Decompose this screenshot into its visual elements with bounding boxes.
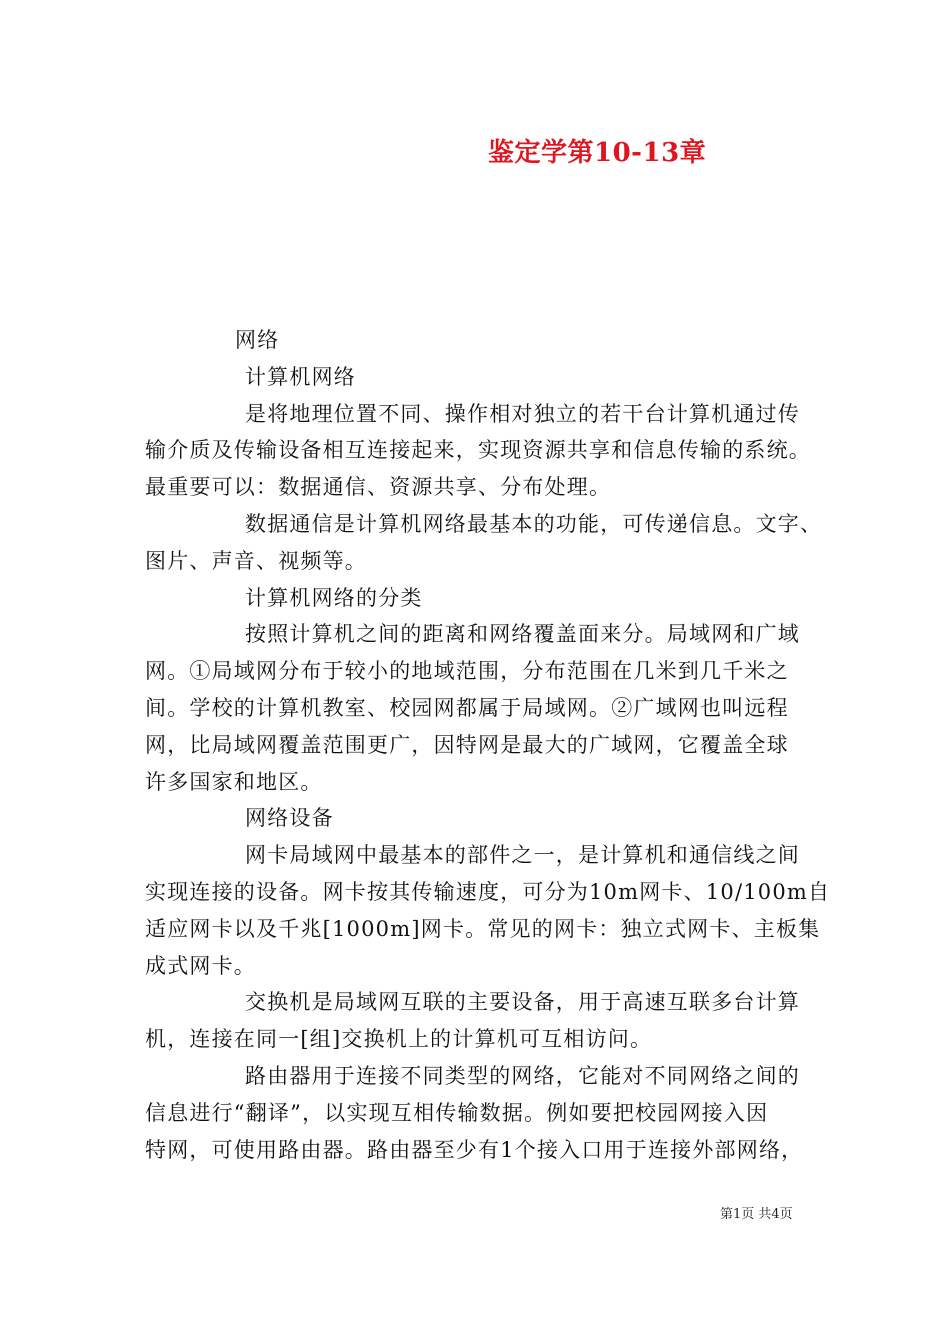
paragraph-line: 网，比局域网覆盖范围更广，因特网是最大的广域网，它覆盖全球 [145,732,789,757]
paragraph-line: 网。①局域网分布于较小的地域范围，分布范围在几米到几千米之 [145,659,789,684]
section-heading-network: 网络 [235,328,280,352]
paragraph-line: 路由器用于连接不同类型的网络，它能对不同网络之间的 [245,1063,800,1088]
subheading-network-classification: 计算机网络的分类 [245,585,423,610]
paragraph-line: 特网，可使用路由器。路由器至少有1个接入口用于连接外部网络， [145,1137,804,1162]
paragraph-line: 交换机是局域网互联的主要设备，用于高速互联多台计算 [245,990,800,1015]
paragraph-line: 网卡局域网中最基本的部件之一，是计算机和通信线之间 [245,843,800,868]
paragraph-line: 信息进行“翻译”，以实现互相传输数据。例如要把校园网接入因 [145,1100,769,1125]
paragraph-line: 输介质及传输设备相互连接起来，实现资源共享和信息传输的系统。 [145,438,811,463]
paragraph-line: 成式网卡。 [145,953,256,978]
paragraph-line: 数据通信是计算机网络最基本的功能，可传递信息。文字、 [245,511,823,536]
document-body [145,322,831,1168]
subheading-network-devices: 网络设备 [245,806,334,831]
subheading-computer-network: 计算机网络 [245,364,356,389]
paragraph-line: 间。学校的计算机教室、校园网都属于局域网。②广域网也叫远程 [145,695,789,720]
paragraph-line: 是将地理位置不同、操作相对独立的若干台计算机通过传 [245,401,800,426]
document-title: 鉴定学第10-13章 [488,138,707,168]
paragraph-line: 许多国家和地区。 [145,769,323,794]
paragraph-line: 实现连接的设备。网卡按其传输速度，可分为10m网卡、10/100m自 [145,879,831,904]
paragraph-line: 最重要可以：数据通信、资源共享、分布处理。 [145,475,612,500]
paragraph-line: 按照计算机之间的距离和网络覆盖面来分。局域网和广域 [245,622,800,647]
page-number: 第1页 共4页 [720,1207,793,1222]
paragraph-line: 图片、声音、视频等。 [145,548,367,573]
paragraph-line: 适应网卡以及千兆[1000m]网卡。常见的网卡：独立式网卡、主板集 [145,916,821,941]
paragraph-line: 机，连接在同一[组]交换机上的计算机可互相访问。 [145,1027,653,1052]
